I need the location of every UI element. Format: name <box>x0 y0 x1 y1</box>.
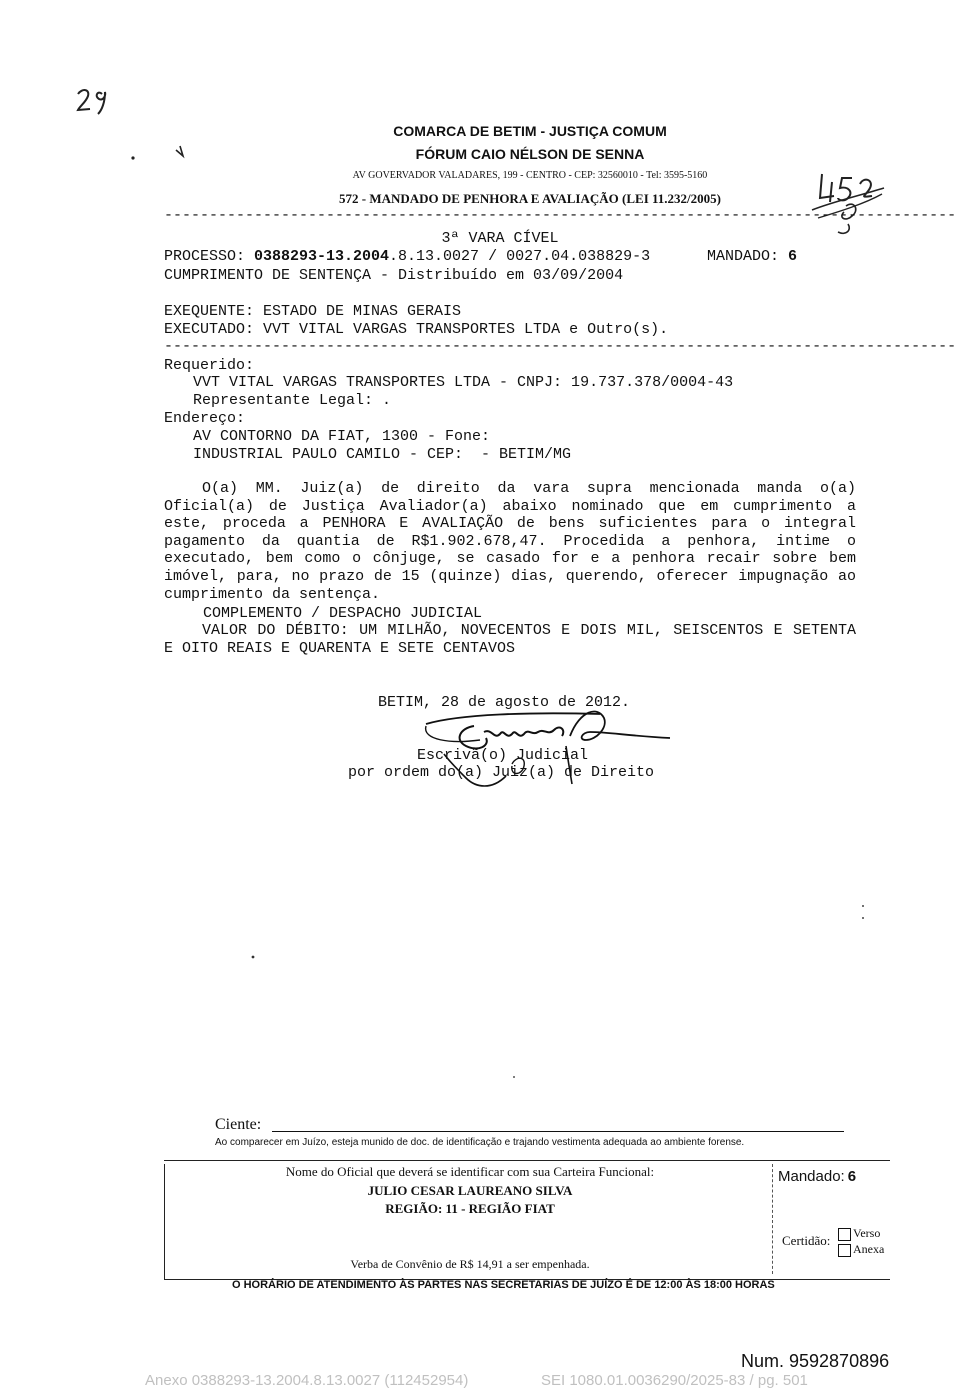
anexo-stamp: Anexo 0388293-13.2004.8.13.0027 (112452954) <box>145 1372 469 1389</box>
certidao-anexa[interactable] <box>838 1242 884 1257</box>
certidao-label: Certidão: <box>782 1233 831 1248</box>
ciente-signature-line <box>272 1131 844 1132</box>
ciente-label: Ciente: <box>215 1116 262 1133</box>
mandado-number: 6 <box>788 248 798 265</box>
hours-notice: O HORÁRIO DE ATENDIMENTO ÀS PARTES NAS SECRETARIAS DE JUÍZO É DE 12:00 ÀS 18:00 HORAS <box>232 1279 775 1291</box>
clerk-signature <box>420 706 680 798</box>
address-line-2: INDUSTRIAL PAULO CAMILO - CEP: - BETIM/MG <box>193 446 572 463</box>
verso-checkbox[interactable] <box>838 1228 851 1241</box>
endereco-label: Endereço: <box>164 410 246 427</box>
officer-region: REGIÃO: 11 - REGIÃO FIAT <box>385 1201 555 1216</box>
vara: 3ª VARA CÍVEL <box>441 230 559 247</box>
officer-box-left-rule <box>164 1164 165 1280</box>
officer-mandado <box>778 1168 856 1185</box>
mandado-label: MANDADO: <box>707 248 789 265</box>
processo-line <box>164 248 650 265</box>
sei-stamp: SEI 1080.01.0036290/2025-83 / pg. 501 <box>541 1372 808 1389</box>
order-paragraph: O(a) MM. Juiz(a) de direito da vara supra mencionada manda o(a) Oficial(a) de Justiça Avaliador(a) abaixo nominado que em cumprimento a este, proceda a PENHORA E AVALIAÇÃO de bens suficientes para o integral pagamento da quantia de R$1.902.678,47. Procedida a penhora, intime o executado, bem como o cônjuge, se casado for e a penhora recair sobre bem imóvel, para, no prazo de 15 (quinze) dias, querendo, oferecer impugnação ao cumprimento da sentença. <box>164 480 856 603</box>
ciente-notice: Ao comparecer em Juízo, esteja munido de doc. de identificação e trajando vestimenta adequada ao ambiente forense. <box>215 1137 745 1148</box>
complemento-heading: COMPLEMENTO / DESPACHO JUDICIAL <box>203 605 483 622</box>
officer-mandado-number: 6 <box>847 1168 857 1185</box>
by-order-line: por ordem do(a) Juiz(a) de Direito <box>348 764 655 781</box>
representante-legal: Representante Legal: . <box>193 392 392 409</box>
court-address: AV GOVERVADOR VALADARES, 199 - CENTRO - CEP: 32560010 - Tel: 3595-5160 <box>352 170 708 181</box>
valor-debito: VALOR DO DÉBITO: UM MILHÃO, NOVECENTOS E DOIS MIL, SEISCENTOS E SETENTA E OITO REAIS E QUARENTA E SETE CENTAVOS <box>164 622 856 657</box>
cumprimento-line: CUMPRIMENTO DE SENTENÇA - Distribuído em 03/09/2004 <box>164 267 624 284</box>
case-divider: ---------------------------------------------------------------------------------------- <box>164 338 957 355</box>
processo-number: 0388293-13.2004 <box>254 248 390 265</box>
verba-convenio: Verba de Convênio de R$ 14,91 a ser empenhada. <box>350 1257 590 1271</box>
officer-name: JULIO CESAR LAUREANO SILVA <box>367 1183 573 1198</box>
document-type-title: 572 - MANDADO DE PENHORA E AVALIAÇÃO (LEI 11.232/2005) <box>339 191 721 206</box>
officer-mandado-label: Mandado: <box>778 1168 845 1185</box>
signatory-role: Escrivã(o) Judicial <box>417 747 589 764</box>
officer-box-divider <box>772 1164 773 1274</box>
officer-intro: Nome do Oficial que deverá se identificar com sua Carteira Funcional: <box>285 1164 655 1179</box>
processo-number-rest: .8.13.0027 / 0027.04.038829-3 <box>389 248 651 265</box>
requerido-label: Requerido: <box>164 357 255 374</box>
executado-line: EXECUTADO: VVT VITAL VARGAS TRANSPORTES LTDA e Outro(s). <box>164 321 669 338</box>
anexa-checkbox[interactable] <box>838 1244 851 1257</box>
header-divider: ---------------------------------------------------------------------------------------- <box>164 207 957 224</box>
processo-label: PROCESSO: <box>164 248 255 265</box>
forum-title: FÓRUM CAIO NÉLSON DE SENNA <box>415 146 645 162</box>
mandado-line <box>707 248 797 265</box>
certidao-verso[interactable] <box>838 1226 880 1241</box>
verso-label: Verso <box>853 1226 881 1240</box>
requerido-name: VVT VITAL VARGAS TRANSPORTES LTDA - CNPJ: 19.737.378/0004-43 <box>193 374 734 391</box>
court-title: COMARCA DE BETIM - JUSTIÇA COMUM <box>393 123 667 139</box>
anexa-label: Anexa <box>853 1242 885 1256</box>
exequente-line: EXEQUENTE: ESTADO DE MINAS GERAIS <box>164 303 462 320</box>
address-line-1: AV CONTORNO DA FIAT, 1300 - Fone: <box>193 428 491 445</box>
document-num: Num. 9592870896 <box>741 1351 890 1371</box>
date-line: BETIM, 28 de agosto de 2012. <box>378 694 631 711</box>
